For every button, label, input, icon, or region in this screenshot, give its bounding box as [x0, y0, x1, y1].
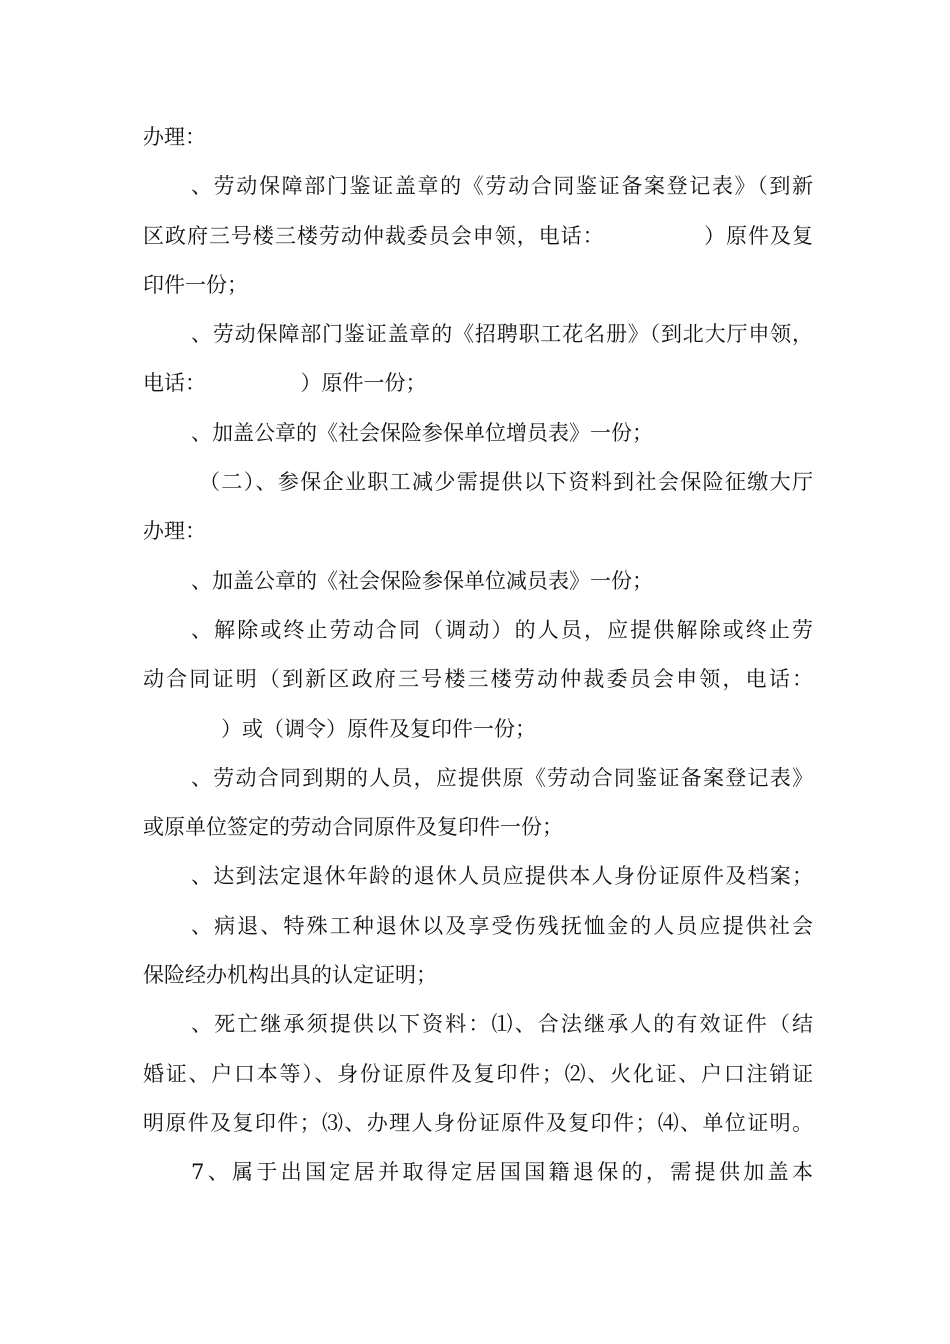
- text-line: 、达到法定退休年龄的退休人员应提供本人身份证原件及档案；: [191, 864, 813, 889]
- text-line: 、死亡继承须提供以下资料：⑴、合法继承人的有效证件（结: [191, 1012, 813, 1037]
- text-line: 、劳动保障部门鉴证盖章的《招聘职工花名册》（到北大厅申领，: [191, 322, 813, 347]
- document-body: [143, 113, 813, 1198]
- text-line: 动合同证明（到新区政府三号楼三楼劳动仲裁委员会申领，电话：: [143, 667, 813, 692]
- text-line: 、解除或终止劳动合同（调动）的人员，应提供解除或终止劳: [191, 617, 813, 642]
- text-line: 、加盖公章的《社会保险参保单位增员表》一份；: [191, 420, 653, 445]
- text-line: 7、属于出国定居并取得定居国国籍退保的，需提供加盖本: [191, 1160, 813, 1185]
- text-line: ）或（调令）原件及复印件一份；: [221, 716, 536, 741]
- section-heading-line: （二）、参保企业职工减少需提供以下资料到社会保险征缴大厅: [199, 470, 813, 495]
- text-line: 保险经办机构出具的认定证明；: [143, 963, 437, 988]
- text-line: 、加盖公章的《社会保险参保单位减员表》一份；: [191, 568, 653, 593]
- text-line: 、劳动合同到期的人员，应提供原《劳动合同鉴证备案登记表》: [191, 765, 813, 790]
- text-line: 区政府三号楼三楼劳动仲裁委员会申领，电话： ）原件及复: [143, 223, 813, 248]
- text-line: 、劳动保障部门鉴证盖章的《劳动合同鉴证备案登记表》（到新: [191, 174, 813, 199]
- text-line: 印件一份；: [143, 272, 248, 297]
- text-line: 或原单位签定的劳动合同原件及复印件一份；: [143, 815, 563, 840]
- text-line: 电话： ）原件一份；: [143, 371, 427, 396]
- text-line: 办理：: [143, 125, 206, 149]
- text-line: 、病退、特殊工种退休以及享受伤残抚恤金的人员应提供社会: [191, 913, 813, 938]
- text-line: 婚证、户口本等）、身份证原件及复印件；⑵、火化证、户口注销证: [143, 1061, 813, 1086]
- text-line: 明原件及复印件；⑶、办理人身份证原件及复印件；⑷、单位证明。: [143, 1110, 813, 1135]
- text-line: 办理：: [143, 519, 206, 544]
